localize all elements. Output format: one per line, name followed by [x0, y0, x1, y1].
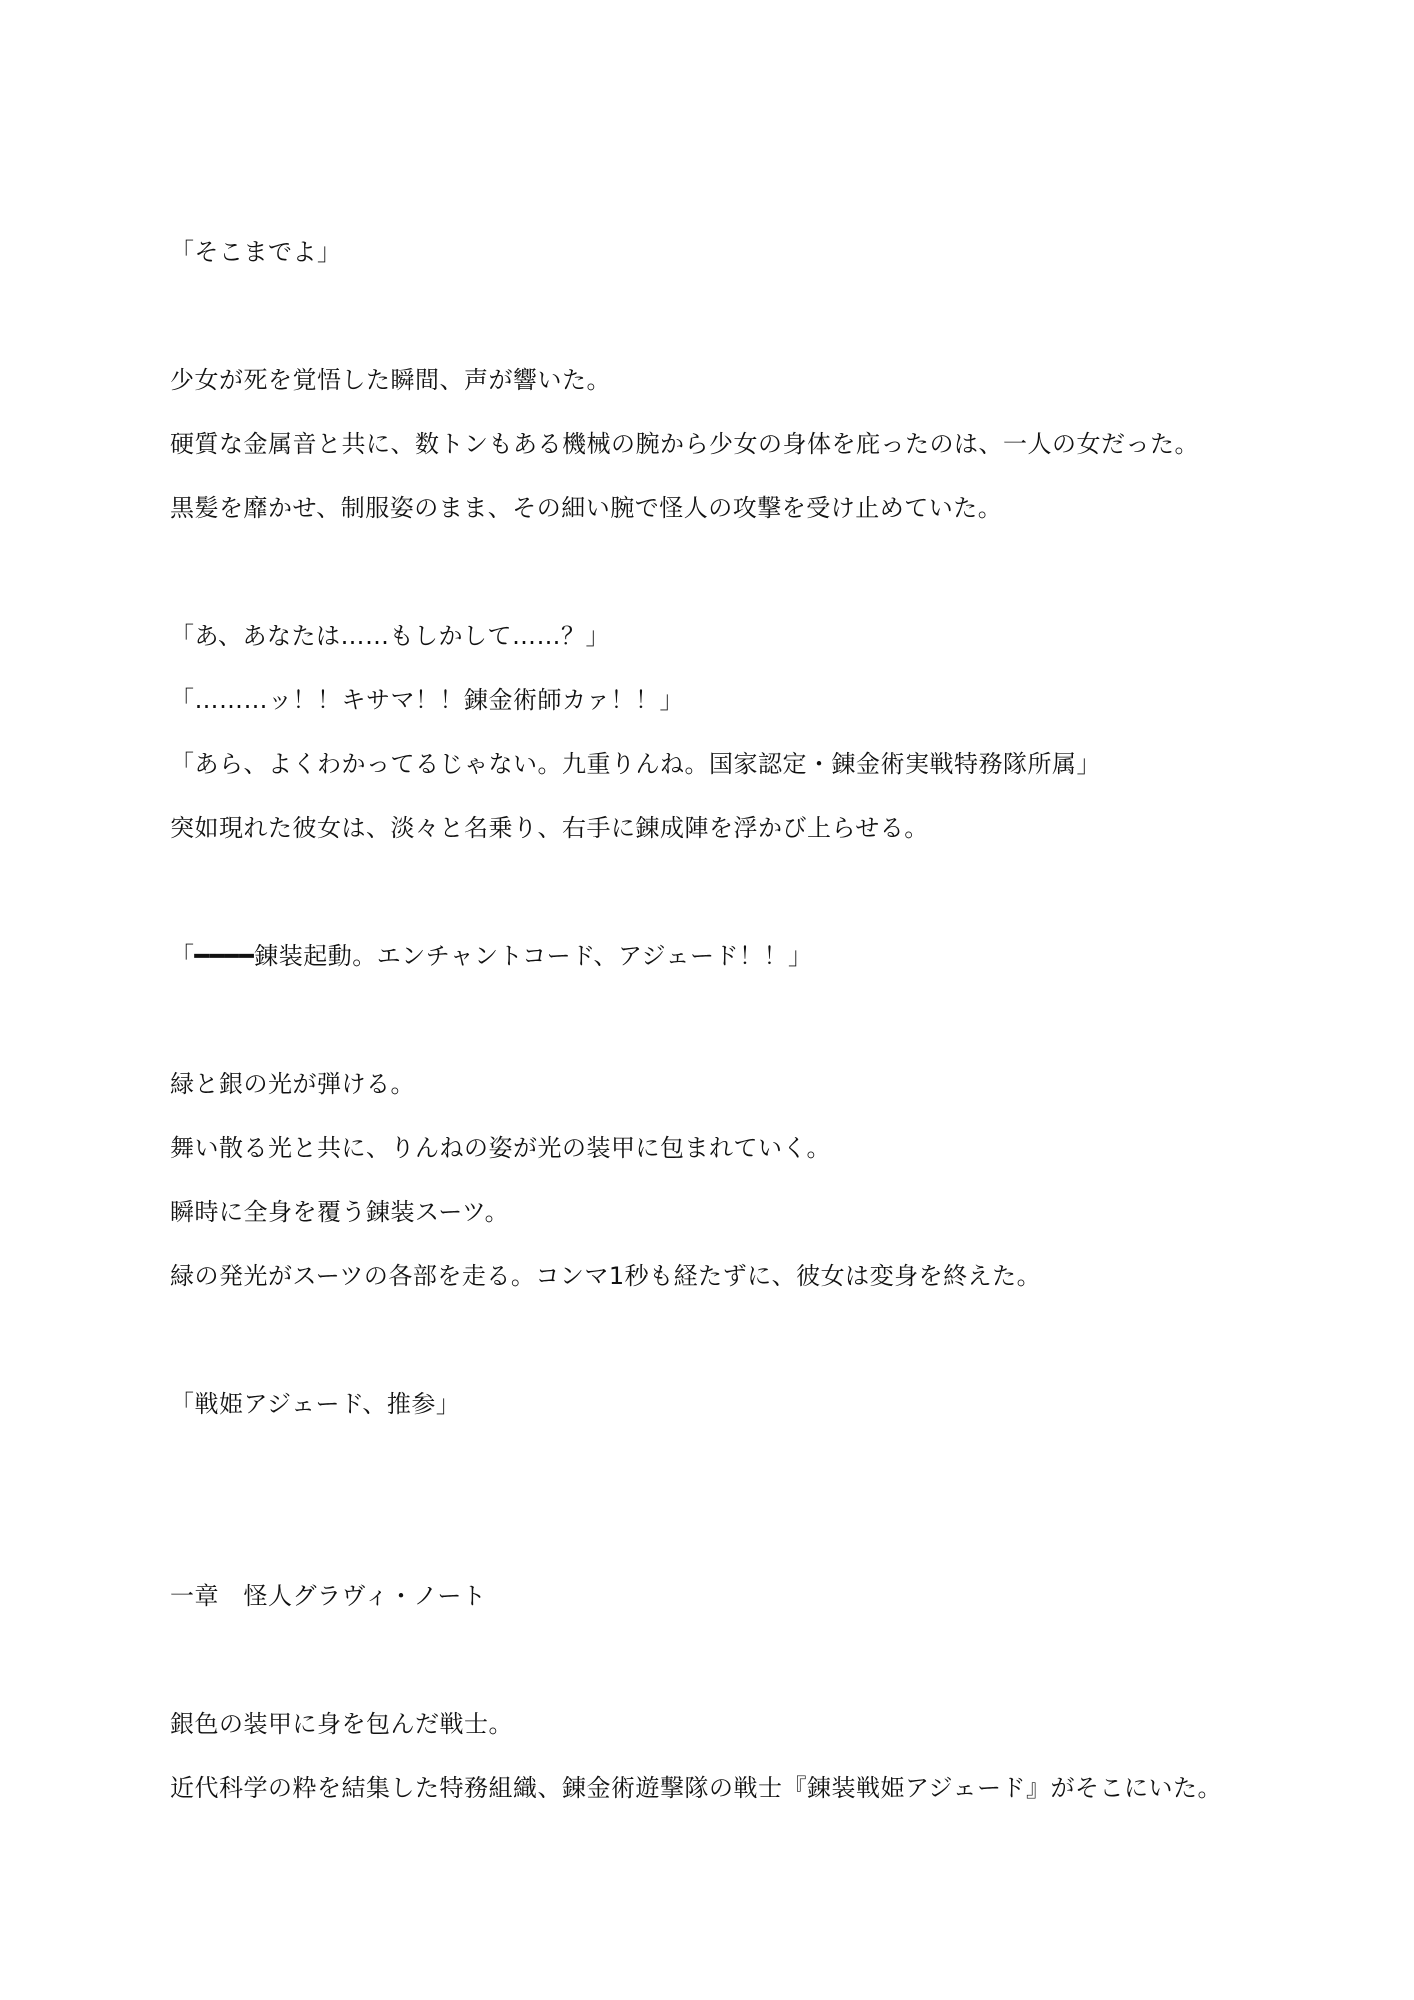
narration-line: 近代科学の粋を結集した特務組織、錬金術遊撃隊の戦士『錬装戦姫アジェード』がそこにいた。 — [170, 1774, 1223, 1802]
chapter-heading: 一章 怪人グラヴィ・ノート — [170, 1582, 487, 1610]
dialogue-line: 「戦姫アジェード、推参」 — [170, 1390, 461, 1418]
narration-line: 突如現れた彼女は、淡々と名乗り、右手に錬成陣を浮かび上らせる。 — [170, 814, 929, 842]
dialogue-line: 「━━━━錬装起動。エンチャントコード、アジェード！！」 — [170, 942, 813, 970]
narration-line: 舞い散る光と共に、りんねの姿が光の装甲に包まれていく。 — [170, 1134, 832, 1162]
dialogue-line: 「そこまでよ」 — [170, 238, 342, 266]
dialogue-line: 「あら、よくわかってるじゃない。九重りんね。国家認定・錬金術実戦特務隊所属」 — [170, 750, 1101, 778]
narration-line: 瞬時に全身を覆う錬装スーツ。 — [170, 1198, 510, 1226]
dialogue-line: 「………ッ！！キサマ！！錬金術師カァ！！」 — [170, 686, 685, 714]
narration-line: 緑と銀の光が弾ける。 — [170, 1070, 415, 1098]
narration-line: 硬質な金属音と共に、数トンもある機械の腕から少女の身体を庇ったのは、一人の女だった。 — [170, 430, 1199, 458]
narration-line: 銀色の装甲に身を包んだ戦士。 — [170, 1710, 513, 1738]
dialogue-line: 「あ、あなたは……もしかして……？」 — [170, 622, 611, 650]
narration-line: 黒髪を靡かせ、制服姿のまま、その細い腕で怪人の攻撃を受け止めていた。 — [170, 494, 1003, 522]
narration-line: 緑の発光がスーツの各部を走る。コンマ1秒も経たずに、彼女は変身を終えた。 — [170, 1262, 1042, 1290]
narration-line: 少女が死を覚悟した瞬間、声が響いた。 — [170, 366, 611, 394]
